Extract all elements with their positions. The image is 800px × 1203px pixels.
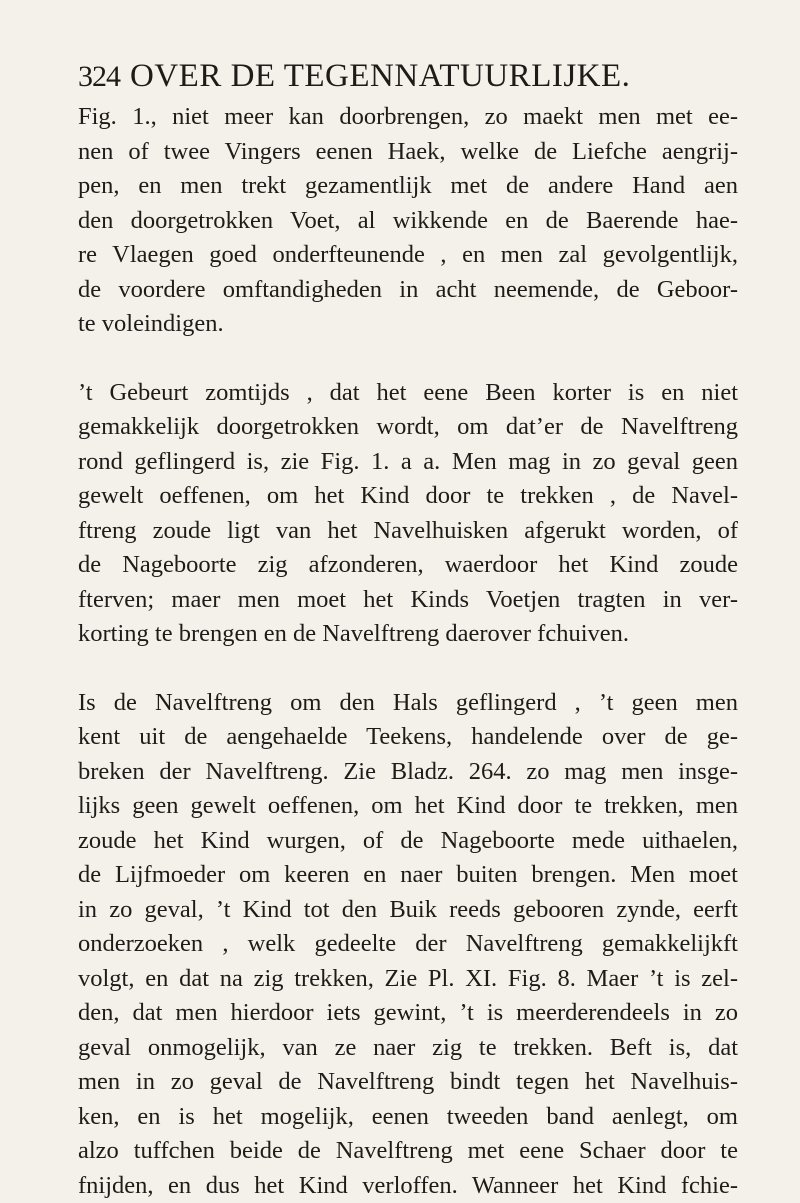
paragraph: [78, 100, 738, 342]
text-line: den doorgetrokken Voet, al wikkende en de Baerende hae-: [78, 204, 738, 239]
text-line: de voordere omftandigheden in acht neemende, de Geboor-: [78, 273, 738, 308]
text-line: ken, en is het mogelijk, eenen tweeden band aenlegt, om: [78, 1100, 738, 1135]
text-line: de Nageboorte zig afzonderen, waerdoor het Kind zoude: [78, 548, 738, 583]
text-line: men in zo geval de Navelftreng bindt tegen het Navelhuis-: [78, 1065, 738, 1100]
text-line: den, dat men hierdoor iets gewint, ’t is meerderendeels in zo: [78, 996, 738, 1031]
text-line: in zo geval, ’t Kind tot den Buik reeds gebooren zynde, eerft: [78, 893, 738, 928]
paragraph: [78, 376, 738, 652]
text-line: volgt, en dat na zig trekken, Zie Pl. XI. Fig. 8. Maer ’t is zel-: [78, 962, 738, 997]
text-line: fnijden, en dus het Kind verloffen. Wanneer het Kind fchie-: [78, 1169, 738, 1203]
text-line: onderzoeken , welk gedeelte der Navelftreng gemakkelijkft: [78, 927, 738, 962]
text-line: re Vlaegen goed onderfteunende , en men zal gevolgentlijk,: [78, 238, 738, 273]
text-line: de Lijfmoeder om keeren en naer buiten brengen. Men moet: [78, 858, 738, 893]
body-text: [78, 100, 800, 1203]
paragraph-gap: [78, 342, 800, 376]
text-line: pen, en men trekt gezamentlijk met de andere Hand aen: [78, 169, 738, 204]
text-line: ’t Gebeurt zomtijds , dat het eene Been korter is en niet: [78, 376, 738, 411]
running-title: OVER DE TEGENNATUURLIJKE.: [130, 58, 630, 95]
text-line: fterven; maer men moet het Kinds Voetjen tragten in ver-: [78, 583, 738, 618]
text-line: lijks geen gewelt oeffenen, om het Kind door te trekken, men: [78, 789, 738, 824]
text-line: Is de Navelftreng om den Hals geflingerd , ’t geen men: [78, 686, 738, 721]
text-line: nen of twee Vingers eenen Haek, welke de Liefche aengrij-: [78, 135, 738, 170]
text-line: Fig. 1., niet meer kan doorbrengen, zo maekt men met ee-: [78, 100, 738, 135]
text-line: ftreng zoude ligt van het Navelhuisken afgerukt worden, of: [78, 514, 738, 549]
text-line: gewelt oeffenen, om het Kind door te trekken , de Navel-: [78, 479, 738, 514]
text-line: zoude het Kind wurgen, of de Nageboorte mede uithaelen,: [78, 824, 738, 859]
page-number: 324: [78, 60, 130, 94]
text-line: te voleindigen.: [78, 307, 738, 342]
text-line: breken der Navelftreng. Zie Bladz. 264. zo mag men insge-: [78, 755, 738, 790]
text-line: geval onmogelijk, van ze naer zig te trekken. Beft is, dat: [78, 1031, 738, 1066]
text-line: gemakkelijk doorgetrokken wordt, om dat’er de Navelftreng: [78, 410, 738, 445]
text-line: rond geflingerd is, zie Fig. 1. a a. Men mag in zo geval geen: [78, 445, 738, 480]
text-line: kent uit de aengehaelde Teekens, handelende over de ge-: [78, 720, 738, 755]
paragraph-gap: [78, 652, 800, 686]
running-head: [78, 58, 800, 98]
text-line: alzo tuffchen beide de Navelftreng met eene Schaer door te: [78, 1134, 738, 1169]
text-line: korting te brengen en de Navelftreng daerover fchuiven.: [78, 617, 738, 652]
paragraph: [78, 686, 738, 1203]
